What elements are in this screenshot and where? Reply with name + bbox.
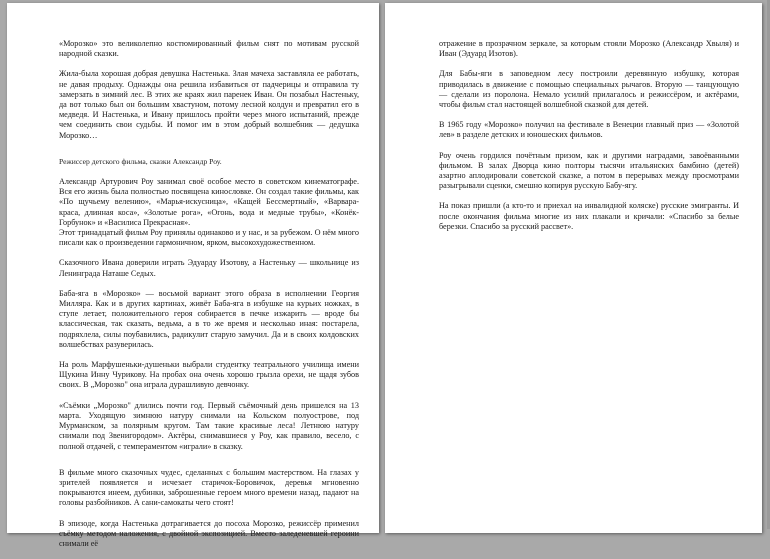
document-page-1: [7, 3, 379, 548]
episode-paragraph: В эпизоде, когда Настенька дотрагивается до посоха Морозко, режиссёр применил съёмку методом наложения, с двойной экспозицией. Вместо заледеневшей героини снимали её: [59, 518, 359, 548]
filming-paragraph: «Съёмки „Морозко" длились почти год. Первый съёмочный день пришелся на 13 марта. Уходящую зимнюю натуру снимали на Кольском полуострове, под Мурманском, за полярным кругом. Там такие красивые леса! Летнюю натуру снимали под Звенигородом». Актёры, снимавшиеся у Роу, как правило, весело, с полной отдачей, с темпераментом «играли» в сказку.: [59, 400, 359, 451]
page-2-text: [439, 39, 739, 242]
baba-yaga-paragraph: Баба-яга в «Морозко» — восьмой вариант этого образа в исполнении Георгия Милляра. Как и в других картинах, живёт Баба-яга в избушке на курьих ножках, в ступе летает, положительного героя собирается в печке изжарить — вроде бы классическая, так сказать, ведьма, а в то же время и несколько иная: постарела, подряхлела, силы поубавились, радикулит старую замучил. Да и в своих колдовских волшебствах разуверилась.: [59, 288, 359, 349]
page-1-text: [59, 39, 359, 559]
marfushenka-paragraph: На роль Марфушеньки-душеньки выбрали студентку театрального училища имени Щукина Инну Чурикову. На пробах она очень хорошо грызла орехи, не щадя зубов своих. В „Морозко" она играла дурашливую девчонку.: [59, 360, 359, 390]
director-paragraph: Александр Артурович Роу занимал своё особое место в советском кинематографе. Вся его жизнь была полностью посвящена кинословке. Он создал такие фильмы, как «По щучьему велению», «Марья-искусница», «Кащей Бессмертный», «Варвара-краса, длинная коса», «Золотые рога», «Огонь, вода и медные трубы», «Конёк-Горбунок» и «Василиса Прекрасная».: [59, 177, 359, 227]
special-effects-paragraph: В фильме много сказочных чудес, сделанных с большим мастерством. На глазах у зрителей появляется и исчезает старичок-Боровичок, деревья мгновенно покрываются инеем, дубинки, заброшенные героем много времени назад, падают на головы разбойников. А сани-самокаты чего стоят!: [59, 467, 359, 508]
mirror-paragraph: отражение в прозрачном зеркале, за которым стояли Морозко (Александр Хвыля) и Иван (Эдуард Изотов).: [439, 39, 739, 59]
casting-paragraph: Сказочного Ивана доверили играть Эдуарду Изотову, а Настеньку — школьнице из Ленинграда Наташе Седых.: [59, 258, 359, 278]
intro-paragraph: «Морозко» это великолепно костюмированный фильм снят по мотивам русской народной сказки.: [59, 39, 359, 59]
emigrants-paragraph: На показ пришли (а кто-то и приехал на инвалидной коляске) русские эмигранты. И после окончания фильма многие из них плакали и кричали: «Спасибо за белые березки. Спасибо за русский рассвет».: [439, 201, 739, 231]
director-heading: Режиссер детского фильма, сказки Александр Роу.: [59, 156, 222, 166]
hut-paragraph: Для Бабы-яги в заповедном лесу построили деревянную избушку, которая приводилась в движение с помощью специальных рычагов. Вторую — танцующую — сделали из поролона. Немало усилий прилагалось и режиссёром, и актёрами, чтобы фильм стал настоящей волшебной сказкой для детей.: [439, 69, 739, 110]
reception-paragraph: Этот тринадцатый фильм Роу принялы одинаково и у нас, и за рубежом. О нём много писали как о произведении гармоничном, ярком, высокохудожественном.: [59, 228, 359, 248]
synopsis-paragraph: Жила-была хорошая добрая девушка Настенька. Злая мачеха заставляла ее работать, не давая продыху. Однажды она решила избавиться от падчерицы и отправила ту замерзать в зимний лес. В этих же краях жил паренек Иван. Он позабыл Настеньку, да вот только был он большим хвастуном, потому лесной колдун и превратил его в медведя. И Настенька, и Ивану пришлось пройти через много испытаний, прежде чем соединить свои судьбы. И помог им в этом добрый волшебник — дедушка Морозко…: [59, 69, 359, 140]
festival-paragraph: В 1965 году «Морозко» получил на фестивале в Венеции главный приз — «Золотой лев» в разделе детских и юношеских фильмов.: [439, 120, 739, 140]
document-page-2: [385, 3, 762, 533]
award-paragraph: Роу очень гордился почётным призом, как и другими наградами, завоёванными фильмом. В залах Дворца кино полторы тысячи итальянских бамбино (детей) азартно аплодировали советской сказке, а потом в перерывах между просмотрами разыгрывали сценки, смешно копируя русскую Бабу-ягу.: [439, 150, 739, 191]
